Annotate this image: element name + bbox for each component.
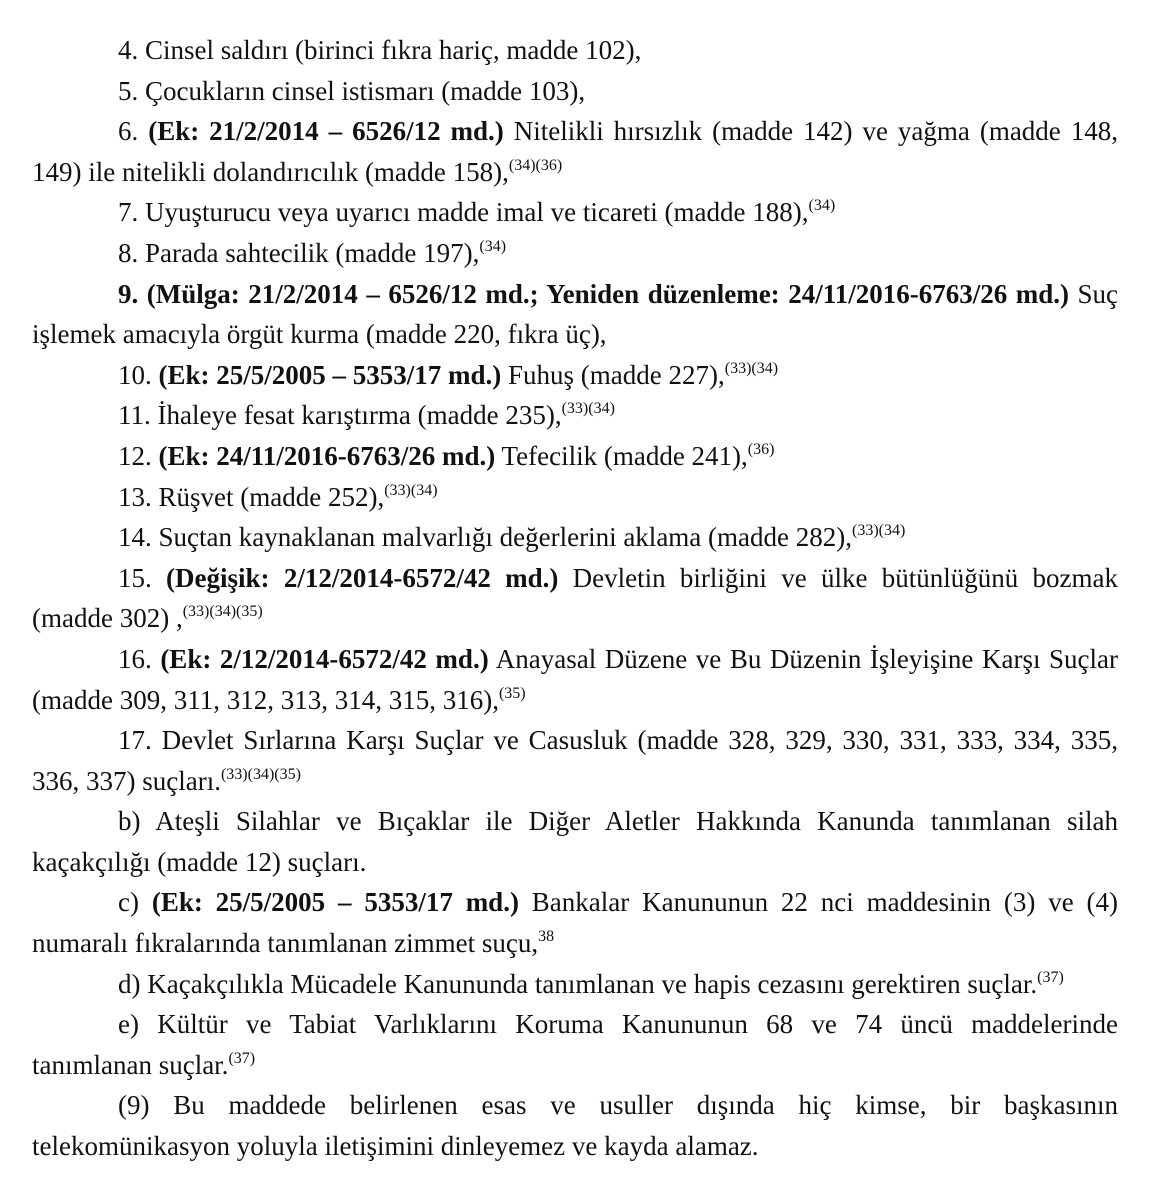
- item-text: Suçtan kaynaklanan malvarlığı değerlerini aklama (madde 282),: [158, 522, 852, 553]
- footnote-ref: 38: [538, 928, 555, 946]
- list-item: [32, 30, 1118, 71]
- list-item: [32, 639, 1118, 720]
- list-item: [32, 274, 1118, 355]
- item-number: b): [118, 806, 141, 837]
- list-item: [32, 801, 1118, 882]
- list-item: [32, 517, 1118, 558]
- list-item: [32, 436, 1118, 477]
- item-text: Devletin birliğini ve ülke bütünlüğünü bozmak (madde 302) ,: [32, 562, 1118, 634]
- item-number: 14.: [118, 522, 152, 553]
- item-number: c): [118, 887, 139, 918]
- footnote-ref: (35): [498, 684, 526, 702]
- item-number: 10.: [118, 359, 152, 390]
- list-item: [32, 477, 1118, 518]
- item-number: 8.: [118, 237, 139, 268]
- item-text: Cinsel saldırı (birinci fıkra hariç, madde 102),: [145, 35, 642, 65]
- list-item: [32, 720, 1118, 801]
- amendment-note: (Ek: 24/11/2016-6763/26 md.): [158, 440, 496, 471]
- footnote-ref: (33)(34): [724, 359, 779, 377]
- item-text: Kaçakçılıkla Mücadele Kanununda tanımlanan ve hapis cezasını gerektiren suçlar.: [147, 968, 1038, 999]
- item-number: 12.: [118, 440, 152, 471]
- item-number: 13.: [118, 481, 152, 512]
- item-text: İhaleye fesat karıştırma (madde 235),: [157, 400, 562, 431]
- item-number: 5.: [118, 75, 139, 106]
- list-item: [32, 558, 1118, 639]
- list-item: [32, 71, 1118, 112]
- footnote-ref: (33)(34): [561, 400, 615, 418]
- item-text: Fuhuş (madde 227),: [508, 359, 725, 390]
- item-text: Suç işlemek amacıyla örgüt kurma (madde 220, fıkra üç),: [32, 278, 1119, 350]
- list-item: [32, 395, 1118, 436]
- item-number: 6.: [118, 116, 139, 147]
- list-item: [32, 1004, 1118, 1085]
- footnote-ref: (33)(34): [851, 522, 906, 540]
- footnote-ref: (34)(36): [508, 156, 563, 174]
- item-text: Rüşvet (madde 252),: [158, 481, 385, 512]
- amendment-note: (Ek: 25/5/2005 – 5353/17 md.): [158, 359, 502, 390]
- item-number: d): [118, 968, 141, 999]
- item-number: (9): [118, 1090, 150, 1121]
- item-text: Bu maddede belirlenen esas ve usuller dışında hiç kimse, bir başkasının telekomünikasyon yoluyla iletişimini dinleyemez ve kayda alamaz.: [32, 1090, 1119, 1162]
- item-text: Kültür ve Tabiat Varlıklarını Koruma Kanununun 68 ve 74 üncü maddelerinde tanımlanan suçlar.: [32, 1009, 1119, 1080]
- item-text: Ateşli Silahlar ve Bıçaklar ile Diğer Aletler Hakkında Kanunda tanımlanan silah kaçakçılığı (madde 12) suçları.: [32, 806, 1118, 877]
- footnote-ref: (37): [1037, 968, 1064, 986]
- item-number: 16.: [118, 643, 152, 674]
- amendment-note: (Ek: 25/5/2005 – 5353/17 md.): [151, 887, 519, 918]
- list-item: [32, 111, 1118, 192]
- list-item: [32, 355, 1118, 396]
- footnote-ref: (37): [228, 1049, 256, 1067]
- item-text: Nitelikli hırsızlık (madde 142) ve yağma (madde 148, 149) ile nitelikli dolandırıcılık (madde 158),: [32, 116, 1118, 187]
- footnote-ref: (33)(34): [384, 481, 438, 499]
- item-number: 4.: [118, 35, 139, 65]
- item-text: Anayasal Düzene ve Bu Düzenin İşleyişine Karşı Suçlar (madde 309, 311, 312, 313, 314, 315, 316),: [32, 643, 1118, 715]
- list-item: [32, 192, 1118, 233]
- item-number: 17.: [118, 725, 152, 756]
- footnote-ref: (34): [479, 237, 507, 255]
- footnote-ref: (33)(34)(35): [182, 603, 263, 621]
- amendment-note: (Mülga: 21/2/2014 – 6526/12 md.; Yeniden düzenleme: 24/11/2016-6763/26 md.): [146, 278, 1069, 309]
- footnote-ref: (33)(34)(35): [220, 765, 301, 783]
- amendment-note: (Ek: 2/12/2014-6572/42 md.): [160, 643, 489, 674]
- item-text: Çocukların cinsel istismarı (madde 103),: [145, 75, 586, 106]
- list-item: [32, 964, 1118, 1005]
- item-number: e): [118, 1009, 139, 1040]
- document-page: [32, 30, 1118, 1167]
- item-number: 15.: [118, 562, 152, 593]
- item-text: Uyuşturucu veya uyarıcı madde imal ve ticareti (madde 188),: [145, 197, 809, 228]
- item-text: Tefecilik (madde 241),: [501, 440, 748, 471]
- amendment-note: (Değişik: 2/12/2014-6572/42 md.): [166, 562, 559, 593]
- footnote-ref: (36): [747, 440, 775, 458]
- item-number: 9.: [118, 278, 139, 309]
- list-item: [32, 882, 1118, 963]
- item-text: Parada sahtecilik (madde 197),: [145, 237, 480, 268]
- footnote-ref: (34): [808, 197, 836, 215]
- item-text: Devlet Sırlarına Karşı Suçlar ve Casusluk (madde 328, 329, 330, 331, 333, 334, 335, 336, 337) suçları.: [32, 725, 1119, 796]
- list-item: [32, 233, 1118, 274]
- item-number: 11.: [118, 400, 151, 431]
- item-text: Bankalar Kanununun 22 nci maddesinin (3) ve (4) numaralı fıkralarında tanımlanan zimmet suçu,: [32, 887, 1119, 959]
- item-number: 7.: [118, 197, 139, 228]
- list-item: [32, 1085, 1118, 1166]
- amendment-note: (Ek: 21/2/2014 – 6526/12 md.): [148, 116, 504, 147]
